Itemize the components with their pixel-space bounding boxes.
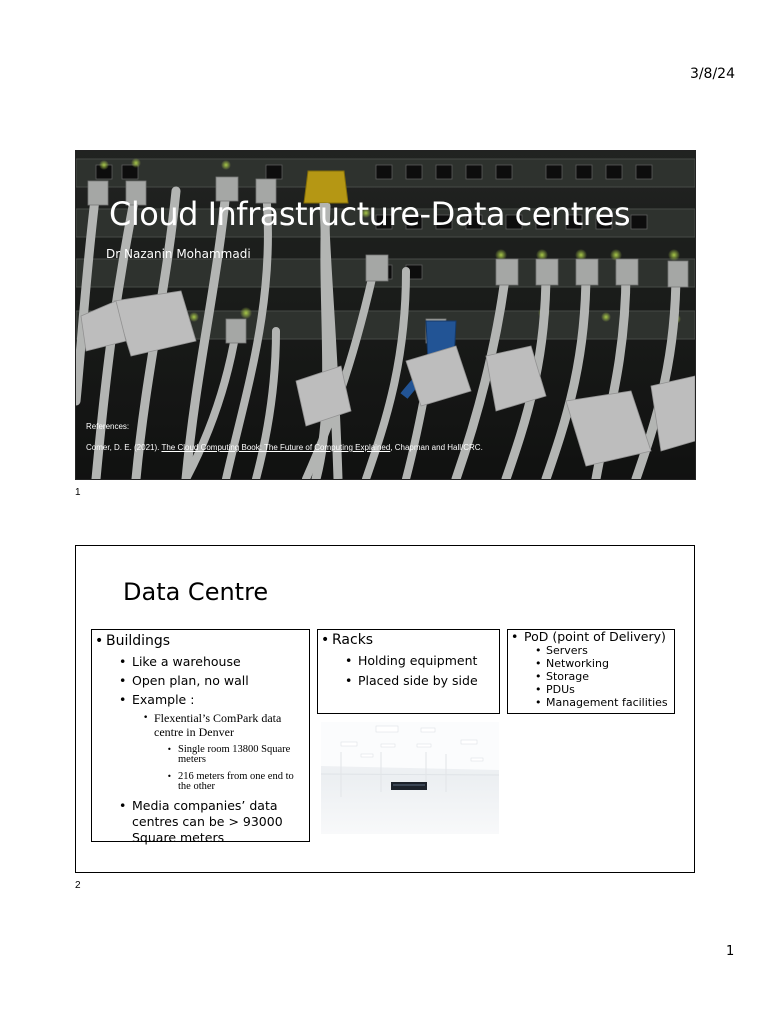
print-date: 3/8/24 <box>689 66 735 82</box>
reference-suffix: , Chapman and Hall/CRC. <box>390 443 483 452</box>
bullet-media-companies: • Media companies’ data centres can be > 93000 Square meters <box>92 798 309 846</box>
bullet-like-warehouse: • Like a warehouse <box>92 652 309 671</box>
reference-citation <box>86 443 483 452</box>
references-heading: References: <box>86 422 130 431</box>
pod-box <box>507 629 675 714</box>
page-number: 1 <box>726 944 735 959</box>
reference-prefix: Comer, D. E. (2021). <box>86 443 162 452</box>
slide-author: Dr Nazanin Mohammadi <box>106 247 251 261</box>
bullet-racks: • Racks <box>318 631 499 649</box>
racks-box <box>317 629 500 714</box>
bullet-storage: • Storage <box>508 670 674 683</box>
bullet-216-meters: • 216 meters from one end to the other <box>92 772 309 792</box>
slide-title: Cloud Infrastructure-Data centres <box>109 195 631 233</box>
reference-book-link[interactable]: The Cloud Computing Book: The Future of Computing Explained <box>161 443 391 452</box>
bullet-pod: • PoD (point of Delivery) <box>508 630 674 644</box>
slide-title: Data Centre <box>123 578 269 606</box>
bullet-networking: • Networking <box>508 657 674 670</box>
bullet-open-plan: • Open plan, no wall <box>92 671 309 690</box>
slide-2 <box>75 545 695 873</box>
bullet-buildings: • Buildings <box>92 632 309 650</box>
bullet-example: • Example : <box>92 690 309 709</box>
bullet-single-room: • Single room 13800 Square meters <box>92 745 309 765</box>
slide-1 <box>75 150 696 480</box>
bullet-holding-equipment: • Holding equipment <box>318 651 499 670</box>
bullet-management-facilities: • Management facilities <box>508 696 674 709</box>
bullet-servers: • Servers <box>508 644 674 657</box>
buildings-box <box>91 629 310 845</box>
empty-datacentre-hall-photo <box>321 722 499 834</box>
slide-number: 2 <box>75 880 81 891</box>
slide-number: 1 <box>75 487 81 498</box>
bullet-flexential-example: • Flexential’s ComPark data centre in Denver <box>92 711 309 739</box>
bullet-pdus: • PDUs <box>508 683 674 696</box>
bullet-placed-side-by-side: • Placed side by side <box>318 671 499 690</box>
